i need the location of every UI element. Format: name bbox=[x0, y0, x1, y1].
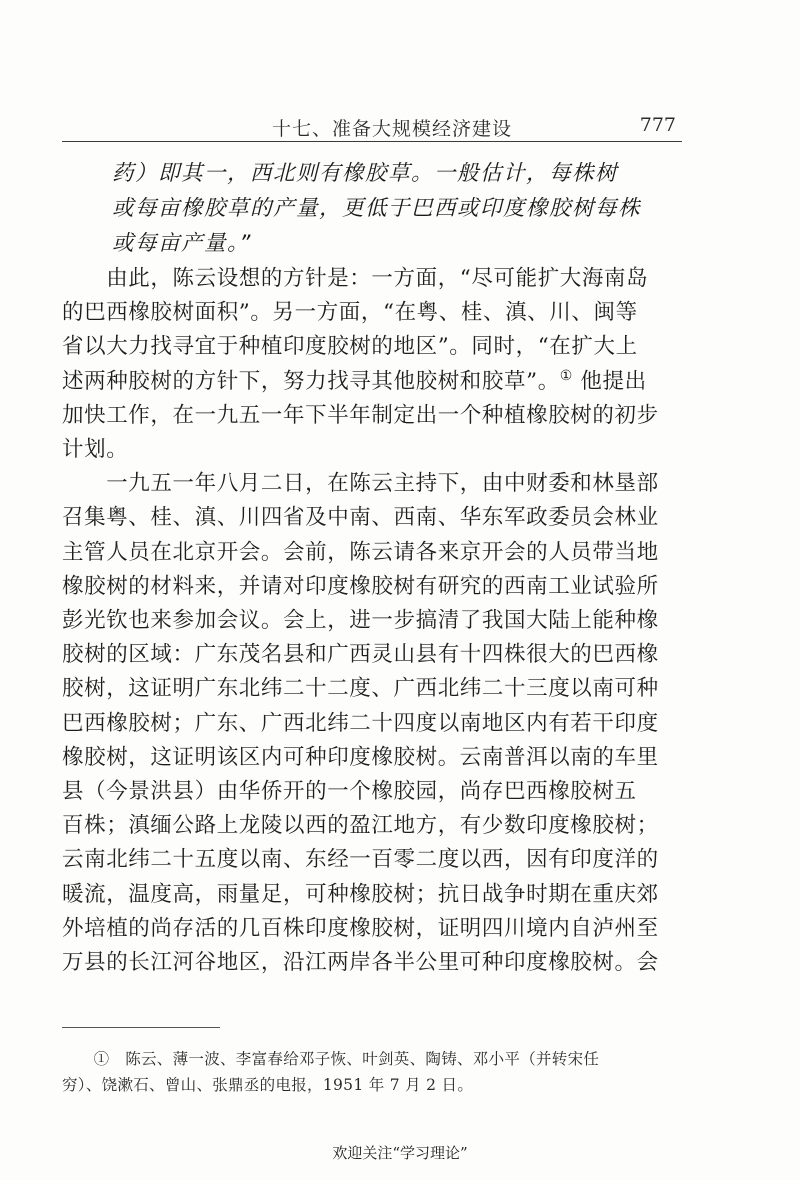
footer-watermark-text: 欢迎关注“学习理论” bbox=[332, 1144, 468, 1162]
body-line: 计划。 bbox=[62, 437, 129, 463]
body-line: 胶树的区域：广东茂名县和广西灵山县有十四株很大的巴西橡 bbox=[62, 642, 659, 668]
footnote bbox=[62, 1046, 684, 1098]
body-line: 加快工作，在一九五一年下半年制定出一个种植橡胶树的初步 bbox=[62, 402, 659, 428]
quote-line: 药）即其一，西北则有橡胶草。一般估计，每株树 bbox=[112, 161, 619, 186]
body-line: 橡胶树，这证明该区内可种印度橡胶树。云南普洱以南的车里 bbox=[62, 744, 659, 770]
body-line: 云南北纬二十五度以南、东经一百零二度以西，因有印度洋的 bbox=[62, 847, 659, 873]
body-line-with-footnote bbox=[62, 365, 684, 399]
body-line: 外培植的尚存活的几百株印度橡胶树，证明四川境内自泸州至 bbox=[62, 915, 659, 941]
quoted-passage bbox=[112, 156, 652, 261]
running-header bbox=[62, 112, 682, 142]
body-line: 胶树，这证明广东北纬二十二度、广西北纬二十三度以南可种 bbox=[62, 676, 659, 702]
body-line: 万县的长江河谷地区，沿江两岸各半公里可种印度橡胶树。会 bbox=[62, 950, 659, 976]
body-line: 暖流，温度高，雨量足，可种橡胶树；抗日战争时期在重庆郊 bbox=[62, 881, 659, 907]
quote-line: 或每亩产量。” bbox=[112, 231, 252, 256]
body-line: 一九五一年八月二日，在陈云主持下，由中财委和林垦部 bbox=[62, 471, 659, 497]
page-number: 777 bbox=[639, 114, 676, 136]
body-line: 橡胶树的材料来，并请对印度橡胶树有研究的西南工业试验所 bbox=[62, 573, 659, 599]
body-text bbox=[62, 262, 684, 980]
body-line: 的巴西橡胶树面积”。另一方面，“在粤、桂、滇、川、闽等 bbox=[62, 300, 638, 326]
body-line: 彭光钦也来参加会议。会上，进一步搞清了我国大陆上能种橡 bbox=[62, 608, 659, 634]
footnote-line: 穷）、饶漱石、曾山、张鼎丞的电报，1951 年 7 月 2 日。 bbox=[62, 1076, 474, 1094]
quote-line: 或每亩橡胶草的产量，更低于巴西或印度橡胶树每株 bbox=[112, 196, 642, 221]
body-line: 省以大力找寻宜于种植印度胶树的地区”。同时，“在扩大上 bbox=[62, 334, 638, 360]
chapter-title: 十七、准备大规模经济建设 bbox=[272, 118, 513, 140]
header-divider bbox=[62, 141, 682, 142]
body-line: 巴西橡胶树；广东、广西北纬二十四度以南地区内有若干印度 bbox=[62, 710, 659, 736]
footnote-line: ① 陈云、薄一波、李富春给邓子恢、叶剑英、陶铸、邓小平（并转宋任 bbox=[62, 1050, 600, 1068]
body-line: 召集粤、桂、滇、川四省及中南、西南、华东军政委员会林业 bbox=[62, 505, 659, 531]
footnote-divider bbox=[62, 1027, 220, 1028]
footnote-marker[interactable]: ① bbox=[559, 367, 573, 384]
body-line: 县（今景洪县）由华侨开的一个橡胶园，尚存巴西橡胶树五 bbox=[62, 779, 637, 805]
body-line-tail: 他提出 bbox=[572, 368, 647, 394]
body-line: 百株；滇缅公路上龙陵以西的盈江地方，有少数印度橡胶树； bbox=[62, 813, 659, 839]
body-line: 主管人员在北京开会。会前，陈云请各来京开会的人员带当地 bbox=[62, 539, 659, 565]
body-line-text: 述两种胶树的方针下，努力找寻其他胶树和胶草”。 bbox=[62, 368, 560, 394]
body-line: 由此，陈云设想的方针是：一方面，“尽可能扩大海南岛 bbox=[62, 266, 649, 291]
